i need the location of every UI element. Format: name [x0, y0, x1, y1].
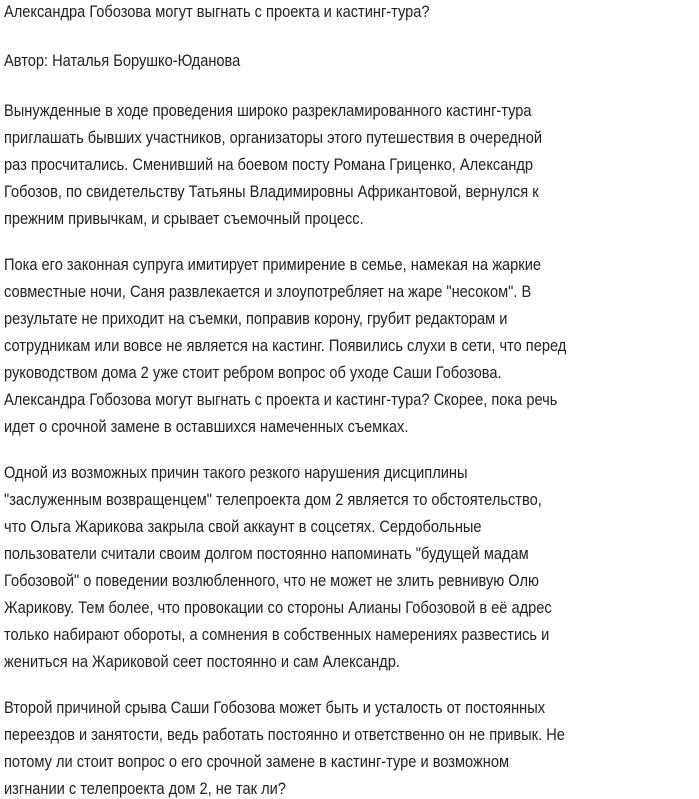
paragraph-line: прежним привычкам, и срывает съемочный процесс. — [4, 209, 364, 228]
paragraph-line: Пока его законная супруга имитирует примирение в семье, намекая на жаркие — [4, 255, 541, 274]
paragraph-line: изгнании с телепроекта дом 2, не так ли? — [4, 779, 286, 798]
paragraph-line: сотрудникам или вовсе не является на кастинг. Появились слухи в сети, что перед — [4, 336, 567, 355]
paragraph-line: Вынужденные в ходе проведения широко разрекламированного кастинг-тура — [4, 101, 532, 120]
paragraph-line: Гобозовой" о поведении возлюбленного, что не может не злить ревнивую Олю — [4, 571, 539, 590]
paragraph-line: Гобозов, по свидетельству Татьяны Владимировны Африкантовой, вернулся к — [4, 182, 539, 201]
paragraph-line: потому ли стоит вопрос о его срочной замене в кастинг-туре и возможном — [4, 752, 510, 771]
paragraph-line: пользователи считали своим долгом постоянно напоминать "будущей мадам — [4, 544, 529, 563]
paragraph-line: Второй причиной срыва Саши Гобозова может быть и усталость от постоянных — [4, 698, 546, 717]
paragraph-line: результате не приходит на съемки, поправив корону, грубит редакторам и — [4, 309, 508, 328]
paragraph-line: Одной из возможных причин такого резкого нарушения дисциплины — [4, 463, 468, 482]
paragraph-line: руководством дома 2 уже стоит ребром вопрос об уходе Саши Гобозова. — [4, 363, 502, 382]
paragraph-line: раз просчитались. Сменивший на боевом посту Романа Гриценко, Александр — [4, 155, 534, 174]
paragraph-line: что Ольга Жарикова закрыла свой аккаунт в соцсетях. Сердобольные — [4, 517, 482, 536]
paragraph-line: переездов и занятости, ведь работать постоянно и ответственно он не привык. Не — [4, 725, 565, 744]
paragraph-line: идет о срочной замене в оставшихся намеченных съемках. — [4, 417, 409, 436]
article-title: Александра Гобозова могут выгнать с проекта и кастинг-тура? — [4, 2, 430, 21]
paragraph-line: Жарикову. Тем более, что провокации со стороны Алианы Гобозовой в её адрес — [4, 598, 552, 617]
paragraph-line: совместные ночи, Саня развлекается и злоупотребляет на жаре "несоком". В — [4, 282, 532, 301]
paragraph-line: "заслуженным возвращенцем" телепроекта дом 2 является то обстоятельство, — [4, 490, 542, 509]
article-author: Автор: Наталья Борушко-Юданова — [4, 51, 241, 70]
paragraph-line: только набирают обороты, а сомнения в собственных намерениях развестись и — [4, 625, 550, 644]
paragraph-line: жениться на Жариковой сеет постоянно и сам Александр. — [4, 652, 400, 671]
paragraph-line: Александра Гобозова могут выгнать с проекта и кастинг-тура? Скорее, пока речь — [4, 390, 558, 409]
paragraph-line: приглашать бывших участников, организаторы этого путешествия в очередной — [4, 128, 543, 147]
